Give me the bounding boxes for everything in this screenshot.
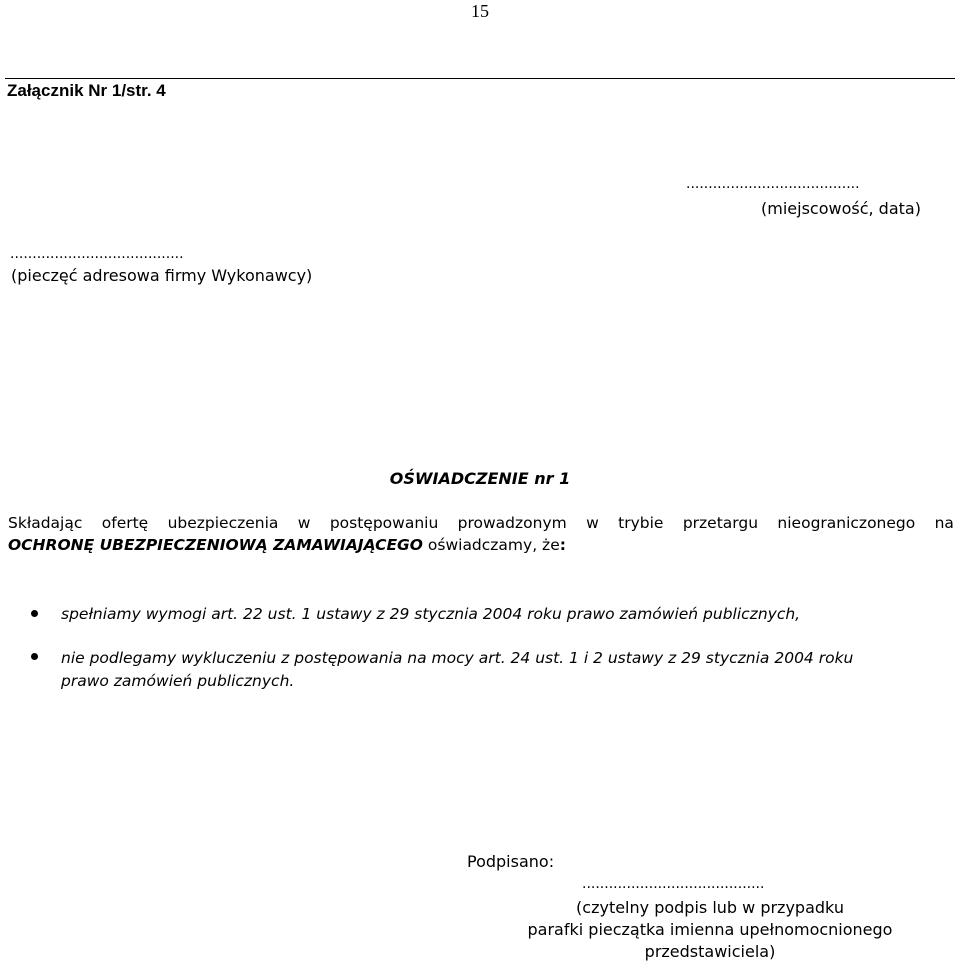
declaration-intro: [8, 512, 954, 556]
bullet-dot: [31, 610, 38, 617]
signature-caption-line: przedstawiciela): [644, 942, 776, 961]
signature-caption-line: (czytelny podpis lub w przypadku: [576, 898, 844, 917]
intro-word: postępowaniu: [329, 514, 439, 532]
declaration-intro-colon: :: [559, 536, 566, 554]
header-divider: [5, 78, 955, 79]
signature-dots: .........................................: [582, 876, 765, 892]
stamp-dots: .......................................: [10, 246, 184, 262]
intro-word: ubezpieczenia: [167, 514, 279, 532]
intro-word: na: [934, 514, 954, 532]
signature-caption-line: parafki pieczątka imienna upełnomocnionego: [527, 920, 893, 939]
declaration-title: OŚWIADCZENIE nr 1: [389, 469, 571, 488]
page-number: 15: [471, 1, 489, 21]
attachment-title: Załącznik Nr 1/str. 4: [7, 81, 166, 100]
place-date-dots: .......................................: [686, 176, 860, 192]
intro-word: w: [586, 514, 599, 532]
bullet-line: prawo zamówień publicznych.: [61, 672, 295, 690]
bullet-item-requirements: [61, 603, 800, 626]
declaration-intro-line2: [8, 534, 954, 556]
intro-word: nieograniczonego: [777, 514, 916, 532]
signed-label: Podpisano:: [467, 852, 555, 871]
intro-word: Składając: [8, 514, 83, 532]
bullet-line: nie podlegamy wykluczeniu z postępowania na mocy art. 24 ust. 1 i 2 ustawy z 29 stycznia 2004 roku: [61, 649, 854, 667]
bullet-dot: [31, 653, 38, 660]
bullet-line: spełniamy wymogi art. 22 ust. 1 ustawy z 29 stycznia 2004 roku prawo zamówień publicznych,: [61, 605, 801, 623]
intro-word: prowadzonym: [457, 514, 567, 532]
intro-word: ofertę: [101, 514, 149, 532]
bullet-item-exclusion: [61, 647, 853, 693]
intro-word: w: [297, 514, 311, 532]
declaration-intro-line1: [8, 512, 954, 534]
intro-word: trybie: [618, 514, 664, 532]
ordering-party-phrase: OCHRONĘ UBEZPIECZENIOWĄ ZAMAWIAJĄCEGO: [8, 536, 423, 554]
place-date-label: (miejscowość, data): [761, 199, 921, 218]
stamp-label: (pieczęć adresowa firmy Wykonawcy): [11, 266, 313, 285]
declaration-intro-tail: oświadczamy, że: [422, 536, 560, 554]
signature-caption: [510, 897, 910, 963]
intro-word: przetargu: [682, 514, 759, 532]
